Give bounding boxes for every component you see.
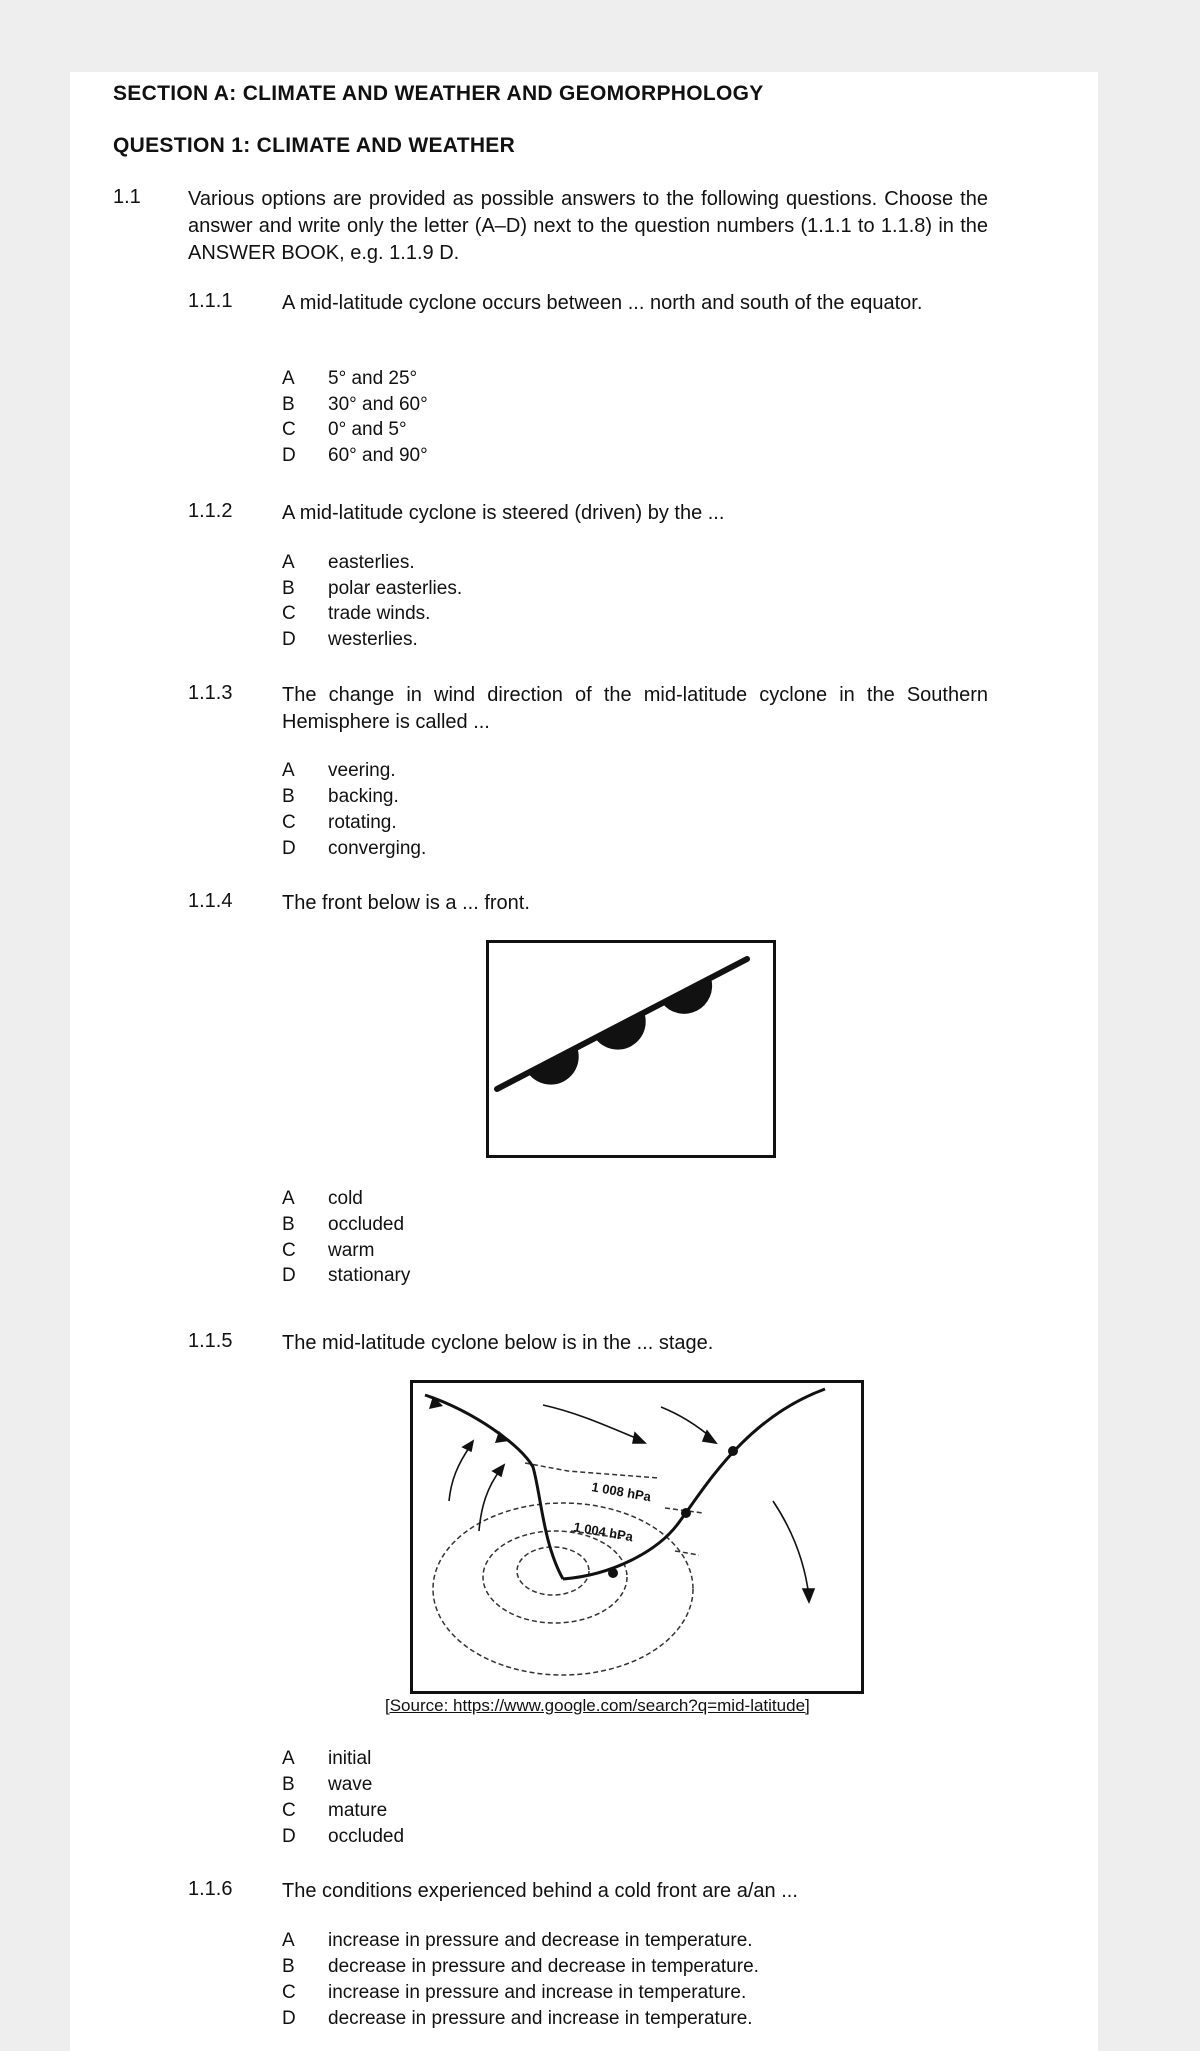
option-text: increase in pressure and decrease in temperature. <box>328 1930 753 1951</box>
option-letter: B <box>282 1774 295 1795</box>
option-letter: A <box>282 760 295 781</box>
option-letter: D <box>282 838 296 859</box>
source-citation: [Source: https://www.google.com/search?q=mid-latitude] <box>385 1696 810 1715</box>
question-number: 1.1.2 <box>188 500 233 522</box>
option-letter: B <box>282 1956 295 1977</box>
instruction-number: 1.1 <box>113 186 141 208</box>
wind-arrow <box>543 1405 643 1441</box>
wind-arrow <box>449 1445 471 1501</box>
warm-front-semicircle <box>608 1568 618 1578</box>
option-letter: B <box>282 786 295 807</box>
option-text: decrease in pressure and decrease in temperature. <box>328 1956 759 1977</box>
instruction-text: Various options are provided as possible answers to the following questions. Choose the answer and write only the letter (A–D) next to the question numbers (1.1.1 to 1.1.8) in the ANSWER BOOK, e.g. 1.1.9 D. <box>188 188 988 264</box>
option-text: backing. <box>328 786 399 807</box>
option-text: 60° and 90° <box>328 445 428 466</box>
option-d <box>282 838 426 860</box>
cyclone-figure <box>410 1380 864 1694</box>
option-a <box>282 1930 753 1952</box>
option-d <box>282 2008 753 2030</box>
question-number: 1.1.1 <box>188 290 233 312</box>
option-letter: B <box>282 1214 295 1235</box>
question-text: A mid-latitude cyclone occurs between ... north and south of the equator. <box>282 292 923 314</box>
option-c <box>282 419 407 441</box>
option-d <box>282 629 418 651</box>
option-text: wave <box>328 1774 373 1795</box>
option-text: trade winds. <box>328 603 431 624</box>
option-letter: B <box>282 578 295 599</box>
option-text: warm <box>328 1240 375 1261</box>
option-letter: B <box>282 394 295 415</box>
option-text: mature <box>328 1800 388 1821</box>
option-text: 30° and 60° <box>328 394 428 415</box>
option-a <box>282 368 417 390</box>
isobar-label-outer: 1 008 hPa <box>590 1479 653 1505</box>
option-letter: D <box>282 445 296 466</box>
isobar-line <box>675 1551 699 1555</box>
option-a <box>282 760 396 782</box>
option-text: decrease in pressure and increase in temperature. <box>328 2008 753 2029</box>
option-c <box>282 1800 387 1822</box>
option-b <box>282 786 399 808</box>
option-letter: A <box>282 552 295 573</box>
warm-front-symbol <box>489 943 773 1155</box>
isobar-line <box>525 1463 658 1478</box>
option-a <box>282 552 415 574</box>
option-letter: C <box>282 419 296 440</box>
option-text: easterlies. <box>328 552 415 573</box>
question-text: The change in wind direction of the mid-latitude cyclone in the Southern Hemisphere is called ... <box>282 684 988 733</box>
arrow-head-icon <box>803 1589 814 1602</box>
option-letter: A <box>282 1748 295 1769</box>
option-text: cold <box>328 1188 363 1209</box>
arrow-head-icon <box>493 1465 504 1476</box>
option-c <box>282 1982 746 2004</box>
warm-front-semicircle <box>728 1446 738 1456</box>
option-b <box>282 394 428 416</box>
question-heading: QUESTION 1: CLIMATE AND WEATHER <box>113 134 516 157</box>
option-c <box>282 812 397 834</box>
option-text: occluded <box>328 1214 405 1235</box>
question-text: The mid-latitude cyclone below is in the ... stage. <box>282 1332 714 1354</box>
option-text: converging. <box>328 838 427 859</box>
option-letter: C <box>282 1800 296 1821</box>
option-letter: D <box>282 1826 296 1847</box>
option-text: occluded <box>328 1826 405 1847</box>
option-letter: A <box>282 368 295 389</box>
question-number: 1.1.3 <box>188 682 233 704</box>
option-letter: D <box>282 629 296 650</box>
question-text: A mid-latitude cyclone is steered (driven) by the ... <box>282 502 725 524</box>
option-d <box>282 1826 404 1848</box>
exam-page <box>70 72 1098 2051</box>
option-text: veering. <box>328 760 396 781</box>
option-letter: C <box>282 1240 296 1261</box>
option-letter: C <box>282 812 296 833</box>
question-number: 1.1.5 <box>188 1330 233 1352</box>
option-d <box>282 1265 410 1287</box>
option-text: rotating. <box>328 812 397 833</box>
option-letter: D <box>282 2008 296 2029</box>
option-a <box>282 1188 363 1210</box>
section-heading: SECTION A: CLIMATE AND WEATHER AND GEOMORPHOLOGY <box>113 82 764 105</box>
option-letter: C <box>282 603 296 624</box>
option-text: increase in pressure and increase in temperature. <box>328 1982 747 2003</box>
wind-arrow <box>479 1469 501 1531</box>
warm-front-semicircle <box>681 1508 691 1518</box>
isobar-outer <box>433 1503 693 1675</box>
isobar-middle <box>483 1531 627 1623</box>
question-number: 1.1.4 <box>188 890 233 912</box>
option-letter: D <box>282 1265 296 1286</box>
option-text: 0° and 5° <box>328 419 407 440</box>
isobar-label-inner: 1 004 hPa <box>572 1519 635 1545</box>
option-a <box>282 1748 371 1770</box>
option-b <box>282 1774 372 1796</box>
mid-latitude-cyclone-diagram <box>413 1383 861 1691</box>
option-letter: A <box>282 1188 295 1209</box>
option-text: stationary <box>328 1265 411 1286</box>
option-b <box>282 1956 759 1978</box>
option-text: westerlies. <box>328 629 418 650</box>
arrow-head-icon <box>463 1441 473 1451</box>
option-letter: C <box>282 1982 296 2003</box>
wind-arrow <box>773 1501 809 1597</box>
option-b <box>282 1214 404 1236</box>
option-b <box>282 578 462 600</box>
question-text: The conditions experienced behind a cold front are a/an ... <box>282 1880 798 1902</box>
option-d <box>282 445 428 467</box>
option-text: polar easterlies. <box>328 578 463 599</box>
wind-arrows <box>449 1405 814 1602</box>
front-symbol-figure <box>486 940 776 1158</box>
question-number: 1.1.6 <box>188 1878 233 1900</box>
option-c <box>282 1240 374 1262</box>
option-letter: A <box>282 1930 295 1951</box>
arrow-head-icon <box>633 1433 645 1443</box>
option-c <box>282 603 430 625</box>
option-text: initial <box>328 1748 372 1769</box>
cold-front-line <box>425 1395 563 1579</box>
option-text: 5° and 25° <box>328 368 418 389</box>
question-text: The front below is a ... front. <box>282 892 530 914</box>
